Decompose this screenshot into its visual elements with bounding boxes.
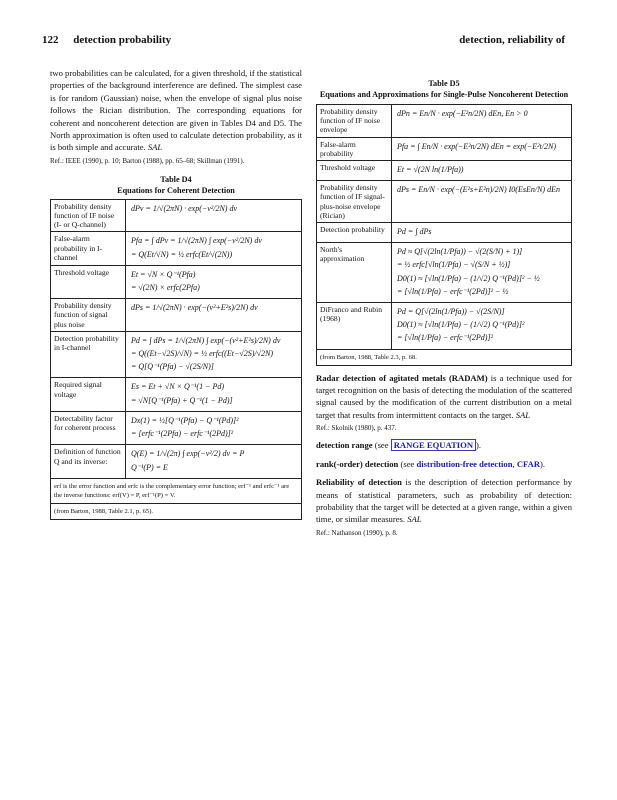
row-formula (126, 199, 302, 232)
formula-line: = Q((Et−√2S)/√N) = ½ erfc((Et−√2S)/√2N) (131, 349, 274, 359)
formula-line: = Q(Et/√N) = ½ erfc(Et/√(2N)) (131, 249, 233, 259)
row-formula (392, 105, 572, 138)
see-separator: , (512, 458, 517, 469)
table-row (51, 232, 302, 265)
row-label: Required signal voltage (51, 378, 126, 411)
formula-line: Pd = ∫ dPs = 1/√(2πN) ∫ exp(−(v²+E²s)/2N) dv (131, 335, 281, 345)
formula-line: Pfa = ∫ En/N · exp(−E²n/2N) dEn = exp(−E²t/2N) (397, 141, 556, 151)
formula-line: D0(1) ≈ [√ln(1/Pfa) − (1/√2) Q⁻¹(Pd)]² − ½ (397, 273, 540, 283)
table-row (51, 199, 302, 232)
entry-reference: Ref.: Skolnik (1980), p. 437. (316, 424, 397, 433)
formula-line: D0(1) ≈ [√ln(1/Pfa) − (1/√2) Q⁻¹(Pd)]² (397, 320, 525, 330)
table-d4-title: Table D4 (160, 174, 192, 184)
table-row (317, 243, 572, 303)
entry-text: is the description of detection performance by means of statistical parameters, such as probability of detection: probability that the target will be detected at a given range, within a given time, or similar measures. (316, 477, 572, 525)
intro-text: two probabilities can be calculated, for a given threshold, if the statistical properties of the background interference are defined. The simplest case is for random (Gaussian) noise, when the envelope of signal plus noise follows the Rician distribution. The corresponding equations for coherent and noncoherent detection are given in Tables D4 and D5. The North approximation is often used to calculate detection probability, as it is both simple and accurate. (50, 68, 302, 153)
header-right-title: detection, reliability of (459, 34, 565, 46)
row-formula (392, 181, 572, 223)
entry-detection-range (316, 439, 572, 451)
entry-reliability (316, 476, 572, 526)
table-d5 (316, 104, 572, 350)
formula-line: = [√ln(1/Pfa) − erfc⁻¹(2Pd)]² (397, 333, 493, 343)
left-column (50, 67, 302, 520)
row-formula (126, 232, 302, 265)
row-formula (126, 411, 302, 444)
entry-author: SAL (407, 514, 422, 525)
formula-line: = [erfc⁻¹(2Pfa) − erfc⁻¹(2Pd)]² (131, 429, 234, 439)
entry-term: Radar detection of agitated metals (RADAM) (316, 372, 488, 383)
table-d4-source: (from Barton, 1988, Table 2.1, p. 65). (50, 504, 302, 520)
formula-line: = Q[Q⁻¹(Pfa) − √(2S/N)] (131, 362, 214, 372)
formula-line: Pd = Q[√(2ln(1/Pfa)) − √(2S/N)] (397, 307, 505, 317)
table-row (317, 181, 572, 223)
formula-line: dPs = 1/√(2πN) · exp(−(v²+E²s)/2N) dv (131, 303, 258, 313)
table-row (51, 378, 302, 411)
row-label: Detectability factor for coherent process (51, 411, 126, 444)
table-d4 (50, 199, 302, 479)
row-label: Probability density function of IF noise envelope (317, 105, 392, 138)
formula-line: Pd = ∫ dPs (397, 227, 432, 237)
formula-line: Et = √(2N ln(1/Pfa)) (397, 165, 464, 175)
row-formula (126, 331, 302, 378)
running-header (42, 34, 565, 50)
row-label: False-alarm probability (317, 137, 392, 160)
intro-paragraph (50, 67, 302, 154)
table-row (51, 411, 302, 444)
formula-line: Pd ≈ Q[√(2ln(1/Pfa)) − √(2(S/N) + 1)] (397, 247, 523, 257)
table-row (51, 299, 302, 332)
right-column (316, 78, 572, 538)
formula-line: Es = Et + √N × Q⁻¹(1 − Pd) (131, 382, 225, 392)
cfar-link[interactable]: CFAR (516, 458, 541, 469)
formula-line: Q⁻¹(P) = E (131, 462, 168, 472)
row-label: Threshold voltage (317, 161, 392, 181)
row-label: Threshold voltage (51, 265, 126, 298)
header-left-title: detection probability (73, 34, 172, 46)
row-formula (126, 265, 302, 298)
see-suffix: ). (540, 458, 546, 469)
row-label: Probability density function of IF signal-plus-noise envelope (Rician) (317, 181, 392, 223)
see-prefix: (see (374, 440, 391, 451)
formula-line: Dx(1) = ½[Q⁻¹(Pfa) − Q⁻¹(Pd)]² (131, 415, 239, 425)
row-formula (126, 378, 302, 411)
table-d5-source: (from Barton, 1988, Table 2.3, p. 68. (316, 350, 572, 366)
row-label: North's approximation (317, 243, 392, 303)
formula-line: dPn = En/N · exp(−E²n/2N) dEn, En > 0 (397, 109, 528, 118)
intro-reference: Ref.: IEEE (1990), p. 10; Barton (1988), pp. 65–68; Skillman (1991). (50, 156, 245, 165)
row-formula (392, 223, 572, 243)
entry-author: SAL (515, 409, 531, 420)
see-prefix: (see (398, 458, 417, 469)
row-label: False-alarm probability in I-channel (51, 232, 126, 265)
formula-line: = [√ln(1/Pfa) − erfc⁻¹(2Pd)]² − ½ (397, 286, 509, 296)
table-row (317, 161, 572, 181)
row-formula (392, 243, 572, 303)
table-row (317, 223, 572, 243)
formula-line: = √N[Q⁻¹(Pfa) + Q⁻¹(1 − Pd)] (131, 395, 233, 405)
formula-line: Pfa = ∫ dPv = 1/√(2πN) ∫ exp(−v²/2N) dv (131, 236, 262, 246)
table-d4-subtitle: Equations for Coherent Detection (117, 185, 235, 195)
table-row (317, 303, 572, 350)
table-d4-note: erf is the error function and erfc is the complementary error function; erf⁻¹ and erfc⁻¹ are the inverse functions: erf(V) = P, erf⁻¹(P) = V. (50, 479, 302, 504)
table-d5-title: Table D5 (428, 79, 460, 88)
table-d5-subtitle: Equations and Approximations for Single-Pulse Noncoherent Detection (319, 90, 569, 99)
table-row (317, 137, 572, 160)
intro-author: SAL (147, 142, 163, 153)
row-formula (392, 161, 572, 181)
page-number: 122 (42, 34, 59, 46)
table-row (317, 105, 572, 138)
row-label: Probability density function of IF noise (I- or Q-channel) (51, 199, 126, 232)
entry-rank-detection (316, 458, 572, 470)
formula-line: Et = √N × Q⁻¹(Pfa) (131, 269, 196, 279)
header-left (42, 34, 171, 46)
entry-term: rank(-order) detection (316, 458, 399, 469)
formula-line: dPv = 1/√(2πN) · exp(−v²/2N) dv (131, 203, 238, 213)
formula-line: = ½ erfc[√ln(1/Pfa) − √(S/N + ½)] (397, 260, 511, 270)
table-row (51, 445, 302, 478)
range-equation-link[interactable]: RANGE EQUATION (391, 439, 476, 451)
row-label: DiFranco and Rubin (1968) (317, 303, 392, 350)
table-row (51, 265, 302, 298)
see-suffix: ). (476, 440, 482, 451)
row-label: Detection probability (317, 223, 392, 243)
formula-line: dPs = En/N · exp(−(E²s+E²n)/2N) I0(EsEn/N) dEn (397, 185, 560, 195)
formula-line: Q(E) = 1/√(2π) ∫ exp(−v²/2) dv = P (131, 449, 245, 459)
table-row (51, 331, 302, 378)
distribution-free-detection-link[interactable]: distribution-free detection (416, 458, 513, 469)
entry-radam (316, 372, 572, 422)
row-label: Detection probability in I-channel (51, 331, 126, 378)
entry-term: Reliability of detection (316, 477, 402, 488)
row-formula (392, 137, 572, 160)
row-formula (126, 445, 302, 478)
row-label: Probability density function of signal plus noise (51, 299, 126, 332)
entry-text: is a technique used for target recognition on the basis of detecting the modulation of the scattered signal caused by the modification of the current distribution on a metal target that results from intermittent contacts on the target. (316, 372, 573, 420)
row-label: Definition of function Q and its inverse: (51, 445, 126, 478)
row-formula (392, 303, 572, 350)
entry-term: detection range (316, 440, 373, 451)
formula-line: = √(2N) × erfc(2Pfa) (131, 283, 200, 293)
entry-reference: Ref.: Nathanson (1990), p. 8. (316, 528, 398, 537)
row-formula (126, 299, 302, 332)
